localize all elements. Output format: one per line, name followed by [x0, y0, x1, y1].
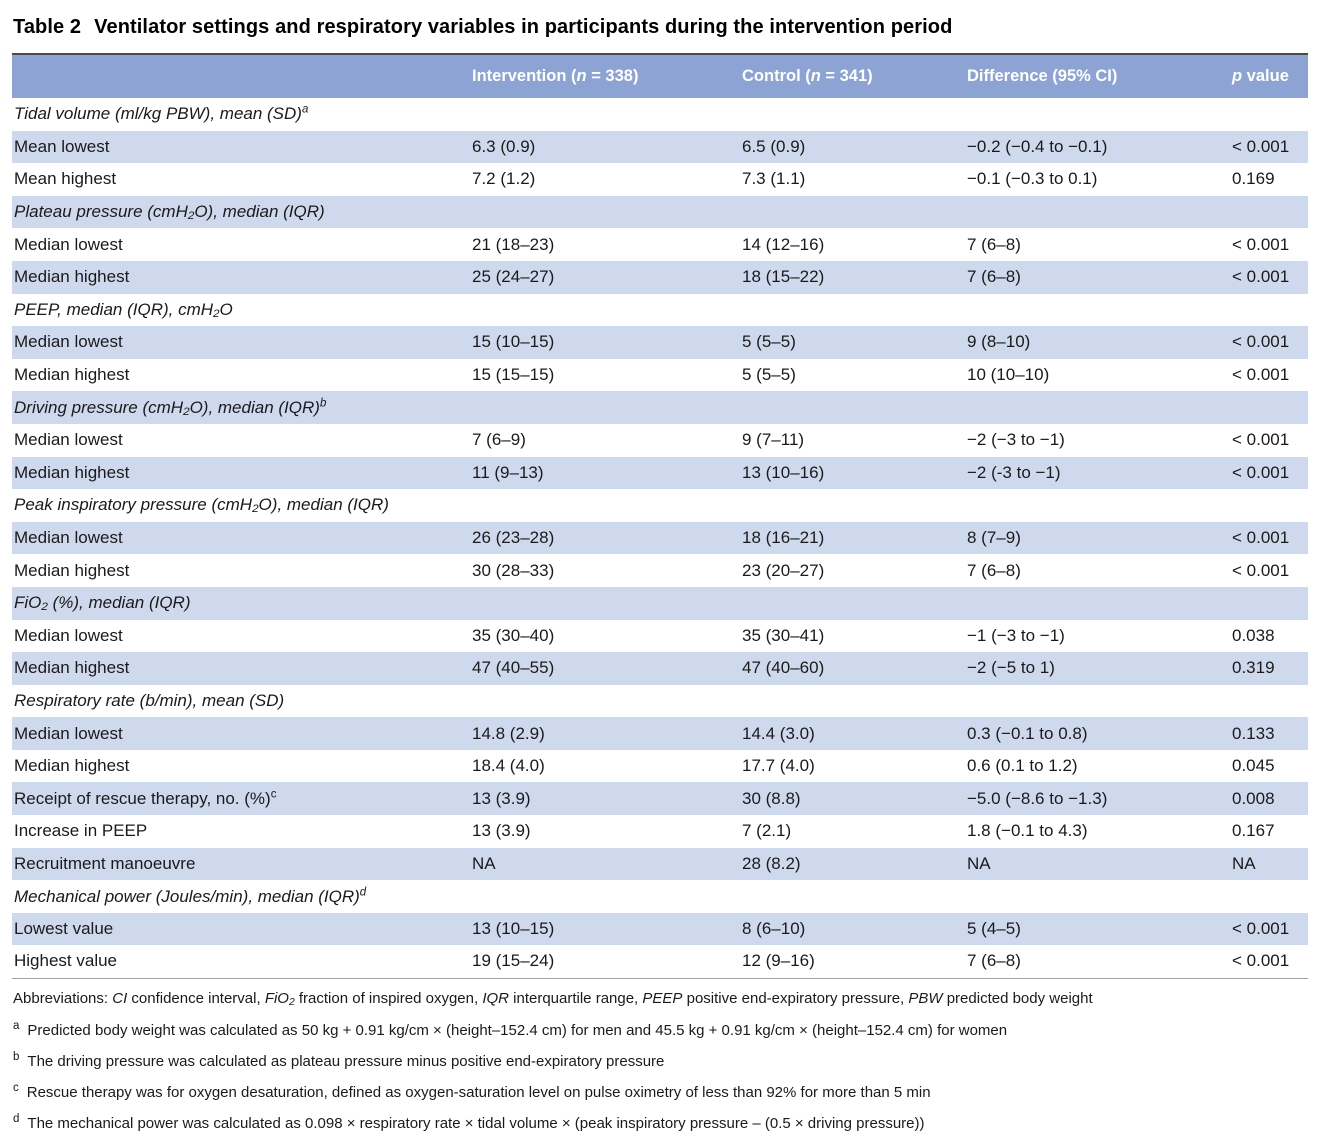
difference-value: 0.3 (−0.1 to 0.8) — [965, 717, 1230, 750]
footnote-text: The mechanical power was calculated as 0.098 × respiratory rate × tidal volume × (peak inspiratory pressure – (0.5 × driving pressure)) — [27, 1114, 925, 1132]
section-row — [12, 587, 1308, 620]
control-value: 8 (6–10) — [740, 913, 965, 946]
difference-value: 7 (6–8) — [967, 234, 1021, 254]
table-row — [12, 163, 1308, 196]
control-value: 23 (20–27) — [742, 560, 825, 580]
intervention-value: 7.2 (1.2) — [472, 169, 536, 189]
footnote-marker: a — [13, 1019, 20, 1032]
intervention-value: 15 (10–15) — [470, 326, 740, 359]
column-header-variable — [12, 54, 470, 98]
section-row — [12, 196, 1308, 229]
difference-value: 7 (6–8) — [965, 261, 1230, 294]
table-number: Table 2 — [13, 16, 82, 38]
section-label: Mechanical power (Joules/min), median (IQR)$^d$ — [14, 885, 367, 906]
p-value: 0.133 — [1230, 717, 1308, 750]
table-row — [12, 261, 1308, 294]
row-label: Median lowest — [14, 430, 123, 450]
footnote-d — [13, 1114, 1308, 1133]
control-value: 18 (15–22) — [740, 261, 965, 294]
section-label: PEEP, median (IQR), cmH₂O — [14, 299, 233, 319]
difference-value: −1 (−3 to −1) — [967, 625, 1065, 645]
control-value: 28 (8.2) — [740, 848, 965, 881]
intervention-value: 14.8 (2.9) — [470, 717, 740, 750]
row-label: Mean lowest — [12, 131, 470, 164]
table-row — [12, 620, 1308, 653]
intervention-value: 47 (40–55) — [470, 652, 740, 685]
p-value: < 0.001 — [1232, 560, 1290, 580]
p-value: < 0.001 — [1232, 951, 1290, 971]
row-label: Median lowest — [14, 234, 123, 254]
section-label: Tidal volume (ml/kg PBW), mean (SD)$^a$ — [14, 103, 309, 124]
data-table — [12, 53, 1308, 979]
intervention-value: 11 (9–13) — [470, 457, 740, 490]
row-label: Mean highest — [14, 169, 117, 189]
row-label: Median highest — [14, 756, 130, 776]
difference-value: 5 (4–5) — [965, 913, 1230, 946]
p-value: < 0.001 — [1230, 913, 1308, 946]
row-label: Median lowest — [12, 522, 470, 555]
table-row — [12, 750, 1308, 783]
difference-value: 10 (10–10) — [967, 365, 1050, 385]
section-row — [12, 489, 1308, 522]
control-value: 18 (16–21) — [740, 522, 965, 555]
section-label: Driving pressure (cmH₂O), median (IQR)$^b$ — [12, 391, 1308, 424]
difference-value: −2 (-3 to −1) — [965, 457, 1230, 490]
footnote-a — [13, 1021, 1308, 1040]
intervention-value: 13 (3.9) — [472, 821, 531, 841]
table-row — [12, 131, 1308, 164]
control-value: 5 (5–5) — [742, 365, 796, 385]
table-row — [12, 945, 1308, 978]
control-value: 14.4 (3.0) — [740, 717, 965, 750]
intervention-value: 15 (15–15) — [472, 365, 555, 385]
intervention-value: 21 (18–23) — [472, 234, 555, 254]
section-row — [12, 391, 1308, 424]
footnote-text: Rescue therapy was for oxygen desaturation, defined as oxygen-saturation level on pulse oximetry of less than 92% for more than 5 min — [26, 1083, 931, 1101]
section-label: Plateau pressure (cmH₂O), median (IQR) — [12, 196, 1308, 229]
abbreviations-line: Abbreviations: CI confidence interval, FiO₂ fraction of inspired oxygen, IQR interquartile range, PEEP positive end-expiratory pressure, PBW predicted body weight — [13, 989, 1093, 1007]
column-header-pvalue: p value — [1230, 54, 1308, 98]
intervention-value: 25 (24–27) — [470, 261, 740, 294]
column-header-difference: Difference (95% CI) — [965, 54, 1230, 98]
difference-value: 9 (8–10) — [965, 326, 1230, 359]
difference-value: −2 (−3 to −1) — [967, 430, 1065, 450]
difference-value: 7 (6–8) — [967, 951, 1021, 971]
difference-value: 0.6 (0.1 to 1.2) — [967, 756, 1078, 776]
control-value: 30 (8.8) — [740, 782, 965, 815]
row-label: Recruitment manoeuvre — [12, 848, 470, 881]
table-row — [12, 457, 1308, 490]
section-row — [12, 880, 1308, 913]
p-value: 0.169 — [1232, 169, 1275, 189]
p-value: < 0.001 — [1230, 326, 1308, 359]
p-value: 0.167 — [1232, 821, 1275, 841]
intervention-value: 7 (6–9) — [472, 430, 526, 450]
footnote-text: Predicted body weight was calculated as 50 kg + 0.91 kg/cm × (height–152.4 cm) for men and 45.5 kg + 0.91 kg/cm × (height–152.4 cm) for women — [27, 1021, 1008, 1039]
p-value: < 0.001 — [1230, 261, 1308, 294]
p-value: < 0.001 — [1230, 457, 1308, 490]
p-value: < 0.001 — [1232, 365, 1290, 385]
control-value: 5 (5–5) — [740, 326, 965, 359]
difference-value: NA — [965, 848, 1230, 881]
control-value: 7 (2.1) — [742, 821, 792, 841]
row-label: Lowest value — [12, 913, 470, 946]
difference-value: −5.0 (−8.6 to −1.3) — [965, 782, 1230, 815]
p-value: < 0.001 — [1230, 131, 1308, 164]
table-row — [12, 359, 1308, 392]
p-value: 0.038 — [1232, 625, 1275, 645]
control-value: 6.5 (0.9) — [740, 131, 965, 164]
row-label: Median highest — [12, 261, 470, 294]
footnote-c — [13, 1083, 1308, 1102]
table-body — [12, 98, 1308, 978]
intervention-value: 19 (15–24) — [472, 951, 555, 971]
footnote-marker: d — [13, 1112, 20, 1125]
intervention-value: 26 (23–28) — [470, 522, 740, 555]
intervention-value: NA — [470, 848, 740, 881]
intervention-value: 6.3 (0.9) — [470, 131, 740, 164]
p-value: < 0.001 — [1232, 430, 1290, 450]
section-label: Peak inspiratory pressure (cmH₂O), median (IQR) — [14, 495, 389, 515]
section-row — [12, 294, 1308, 327]
footnote-b — [13, 1052, 1308, 1071]
row-label: Increase in PEEP — [14, 821, 148, 841]
row-label: Median lowest — [12, 717, 470, 750]
section-row — [12, 685, 1308, 718]
control-value: 14 (12–16) — [742, 234, 825, 254]
footnote-text: The driving pressure was calculated as plateau pressure minus positive end-expiratory pressure — [27, 1052, 665, 1070]
row-label: Median highest — [12, 457, 470, 490]
table-row — [12, 913, 1308, 946]
row-label: Median highest — [14, 560, 130, 580]
table-row — [12, 815, 1308, 848]
section-label: Respiratory rate (b/min), mean (SD) — [14, 690, 285, 710]
p-value: 0.045 — [1232, 756, 1275, 776]
p-value: 0.008 — [1230, 782, 1308, 815]
header-row — [12, 54, 1308, 98]
p-value: 0.319 — [1230, 652, 1308, 685]
control-value: 9 (7–11) — [742, 430, 805, 450]
table-caption: Ventilator settings and respiratory variables in participants during the intervention period — [94, 16, 953, 38]
table-row — [12, 717, 1308, 750]
p-value: < 0.001 — [1230, 522, 1308, 555]
row-label: Median lowest — [14, 625, 123, 645]
intervention-value: 30 (28–33) — [472, 560, 555, 580]
difference-value: −2 (−5 to 1) — [965, 652, 1230, 685]
column-header-intervention: Intervention (n = 338) — [470, 54, 740, 98]
table-row — [12, 848, 1308, 881]
control-value: 7.3 (1.1) — [742, 169, 806, 189]
row-label: Median lowest — [12, 326, 470, 359]
intervention-value: 13 (10–15) — [470, 913, 740, 946]
table-row — [12, 782, 1308, 815]
table-header — [12, 54, 1308, 98]
p-value: NA — [1230, 848, 1308, 881]
difference-value: 1.8 (−0.1 to 4.3) — [967, 821, 1088, 841]
difference-value: −0.1 (−0.3 to 0.1) — [967, 169, 1098, 189]
row-label: Median highest — [14, 365, 130, 385]
column-header-control: Control (n = 341) — [740, 54, 965, 98]
table-row — [12, 652, 1308, 685]
table-row — [12, 522, 1308, 555]
control-value: 12 (9–16) — [742, 951, 815, 971]
table-footer — [12, 989, 1308, 1133]
difference-value: 8 (7–9) — [965, 522, 1230, 555]
table-row — [12, 424, 1308, 457]
row-label: Receipt of rescue therapy, no. (%)$^c$ — [12, 782, 470, 815]
difference-value: 7 (6–8) — [967, 560, 1021, 580]
p-value: < 0.001 — [1232, 234, 1290, 254]
footnote-marker: b — [13, 1050, 20, 1063]
control-value: 17.7 (4.0) — [742, 756, 815, 776]
intervention-value: 13 (3.9) — [470, 782, 740, 815]
row-label: Highest value — [14, 951, 118, 971]
section-row — [12, 98, 1308, 131]
control-value: 35 (30–41) — [742, 625, 825, 645]
row-label: Median highest — [12, 652, 470, 685]
control-value: 13 (10–16) — [740, 457, 965, 490]
table-row — [12, 554, 1308, 587]
table-row — [12, 326, 1308, 359]
section-label: FiO₂ (%), median (IQR) — [12, 587, 1308, 620]
table-row — [12, 228, 1308, 261]
intervention-value: 18.4 (4.0) — [472, 756, 545, 776]
difference-value: −0.2 (−0.4 to −0.1) — [965, 131, 1230, 164]
control-value: 47 (40–60) — [740, 652, 965, 685]
table-title — [12, 10, 1308, 53]
intervention-value: 35 (30–40) — [472, 625, 555, 645]
footnote-marker: c — [13, 1081, 19, 1094]
